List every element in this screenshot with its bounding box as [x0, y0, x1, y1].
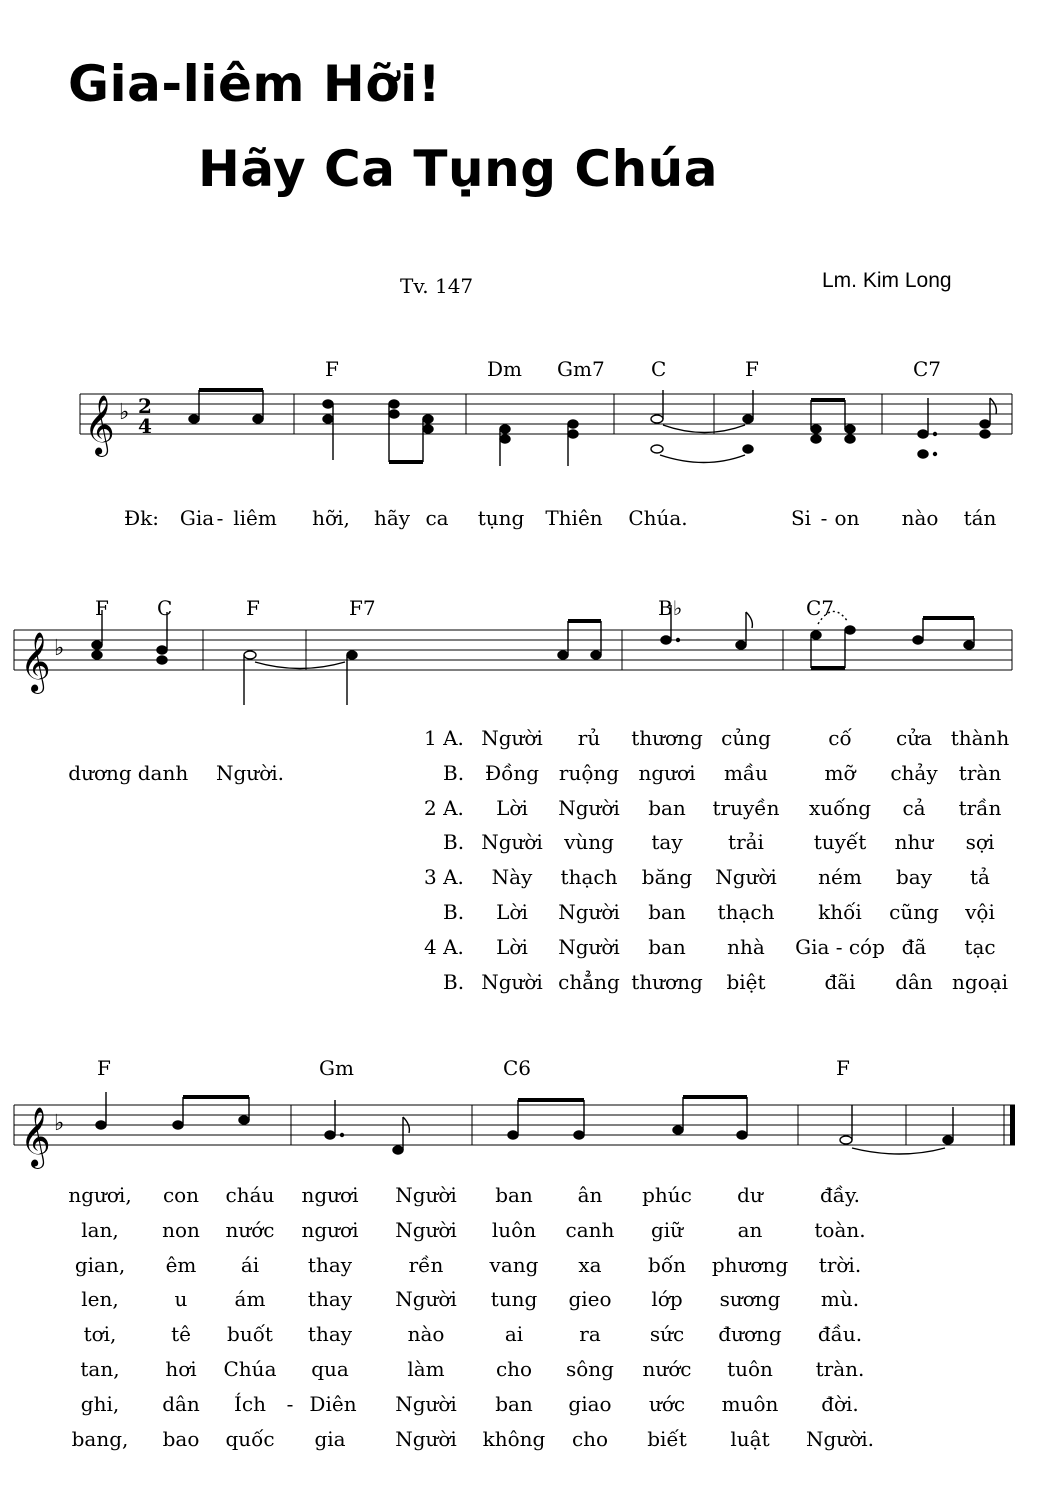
lyric-syllable: trần [958, 796, 1002, 820]
lyric-syllable: gieo [568, 1287, 612, 1311]
lyric-syllable: vội [965, 900, 995, 924]
lyric-syllable: buốt [227, 1322, 273, 1346]
lyric-syllable: cho [571, 1427, 609, 1451]
lyric-syllable: ban [495, 1392, 533, 1416]
lyric-syllable: ban [648, 935, 686, 959]
flat-key-signature: ♭ [54, 1111, 65, 1136]
chord-label: C [651, 357, 667, 381]
lyric-syllable: dương [68, 761, 132, 785]
lyric-syllable: trời. [818, 1253, 862, 1277]
verse-label: B. [443, 830, 465, 854]
lyric-syllable: chẳng [558, 970, 620, 994]
lyric-syllable: củng [721, 726, 771, 750]
lyric-syllable: đương [718, 1322, 782, 1346]
lyric-syllable: Người [395, 1392, 457, 1416]
lyric-syllable: Người [481, 726, 543, 750]
chord-label: F [836, 1056, 850, 1080]
staff-system-2 [0, 610, 1037, 720]
lyric-syllable: an [737, 1218, 763, 1242]
lyric-syllable: Ích [234, 1392, 266, 1416]
lyric-syllable: ghi, [80, 1392, 120, 1416]
song-title-line2: Hãy Ca Tụng Chúa [198, 140, 719, 198]
lyric-syllable: Thiên [545, 506, 603, 530]
lyric-syllable: không [482, 1427, 546, 1451]
treble-clef: 𝄞 [20, 632, 51, 692]
lyric-syllable: sông [566, 1357, 614, 1381]
lyric-syllable: vang [489, 1253, 539, 1277]
lyric-syllable: bang, [71, 1427, 129, 1451]
lyric-syllable: tụng [477, 506, 525, 530]
lyric-syllable: Người [715, 865, 777, 889]
lyric-syllable: cho [495, 1357, 533, 1381]
lyric-syllable: vùng [564, 830, 614, 854]
lyric-syllable: danh [137, 761, 189, 785]
lyric-syllable: biết [647, 1427, 687, 1451]
song-title-line1: Gia-liêm Hỡi! [68, 55, 442, 113]
lyric-syllable: cửa [895, 726, 933, 750]
lyric-syllable: canh [565, 1218, 615, 1242]
lyric-syllable: phương [711, 1253, 789, 1277]
lyric-syllable: qua [311, 1357, 349, 1381]
verse-label: 2 A. [424, 796, 464, 820]
lyric-syllable: phúc [642, 1183, 692, 1207]
lyric-syllable: khối [818, 900, 862, 924]
lyric-syllable: gia [314, 1427, 346, 1451]
lyric-syllable: tuyết [813, 830, 867, 854]
chord-label: F [325, 357, 339, 381]
lyric-syllable: liêm [233, 506, 277, 530]
notes-system-1 [189, 390, 996, 466]
chord-label: Gm7 [557, 357, 605, 381]
lyric-syllable: dân [895, 970, 933, 994]
lyric-syllable: - [216, 506, 224, 530]
lyric-syllable: cũng [889, 900, 939, 924]
lyric-syllable: thương [631, 970, 703, 994]
lyric-syllable: on [834, 506, 860, 530]
lyric-syllable: dư [737, 1183, 763, 1207]
lyric-syllable: Người. [216, 761, 284, 785]
staff-system-3 [0, 1075, 1037, 1185]
lyric-syllable: Người [395, 1287, 457, 1311]
lyric-syllable: Người [395, 1218, 457, 1242]
lyric-syllable: ân [577, 1183, 603, 1207]
lyric-syllable: Này [491, 865, 533, 889]
lyric-syllable: sức [649, 1322, 685, 1346]
lyric-syllable: ngươi [638, 761, 696, 785]
lyric-syllable: thạch [560, 865, 618, 889]
lyric-syllable: tơi, [83, 1322, 117, 1346]
lyric-syllable: con [162, 1183, 200, 1207]
lyric-syllable: tung [490, 1287, 538, 1311]
lyric-syllable: đầu. [817, 1322, 863, 1346]
lyric-syllable: chảy [890, 761, 938, 785]
lyric-syllable: hơi [165, 1357, 197, 1381]
verse-label: 1 A. [424, 726, 464, 750]
lyric-syllable: ca [425, 506, 449, 530]
lyric-syllable: bốn [648, 1253, 686, 1277]
chord-label: C7 [806, 596, 835, 620]
lyric-syllable: ruộng [558, 761, 620, 785]
lyric-syllable: Gia - cóp [795, 935, 885, 959]
lyric-syllable: dân [162, 1392, 200, 1416]
lyric-syllable: lớp [651, 1287, 683, 1311]
verse-label: 4 A. [424, 935, 464, 959]
verse-label: B. [443, 761, 465, 785]
lyric-syllable: non [162, 1218, 200, 1242]
flat-key-signature: ♭ [119, 400, 130, 425]
chord-label: B♭ [658, 596, 683, 620]
lyric-syllable: Đồng [484, 761, 540, 785]
lyric-syllable: nước [642, 1357, 692, 1381]
chord-label: F [745, 357, 759, 381]
lyric-syllable: ai [504, 1322, 524, 1346]
lyric-syllable: toàn. [814, 1218, 866, 1242]
lyric-syllable: đời. [821, 1392, 859, 1416]
lyric-syllable: ném [818, 865, 862, 889]
lyric-syllable: bay [895, 865, 933, 889]
lyric-syllable: thay [307, 1287, 353, 1311]
lyric-syllable: truyền [712, 796, 780, 820]
lyric-syllable: len, [81, 1287, 119, 1311]
lyric-syllable: Lời [496, 935, 528, 959]
lyric-syllable: ngươi, [68, 1183, 132, 1207]
lyric-syllable: tan, [80, 1357, 120, 1381]
lyric-syllable: Người [558, 935, 620, 959]
lyric-syllable: tán [963, 506, 997, 530]
chord-label: C6 [503, 1056, 532, 1080]
lyric-syllable: Người [481, 970, 543, 994]
lyric-syllable: nào [407, 1322, 445, 1346]
lyric-syllable: rền [408, 1253, 444, 1277]
lyric-syllable: muôn [721, 1392, 779, 1416]
lyric-syllable: tràn. [815, 1357, 865, 1381]
chord-label: C7 [913, 357, 942, 381]
lyric-syllable: u [174, 1287, 188, 1311]
composer: Lm. Kim Long [822, 269, 952, 292]
chord-label: F [95, 596, 109, 620]
lyric-syllable: gian, [74, 1253, 126, 1277]
lyric-syllable: rủ [577, 726, 601, 750]
lyric-syllable: hỡi, [312, 506, 350, 530]
lyric-syllable: Chúa. [628, 506, 688, 530]
lyric-syllable: tạc [964, 935, 996, 959]
lyric-syllable: nước [225, 1218, 275, 1242]
lyric-syllable: xuống [808, 796, 872, 820]
lyric-syllable: hãy [373, 506, 411, 530]
lyric-syllable: tràn [958, 761, 1002, 785]
lyric-syllable: Chúa [223, 1357, 277, 1381]
lyric-syllable: ban [648, 900, 686, 924]
lyric-syllable: Si [790, 506, 812, 530]
lyric-syllable: đầy. [819, 1183, 861, 1207]
time-signature-top: 2 [138, 394, 152, 418]
lyric-syllable: nhà [727, 935, 765, 959]
lyric-syllable: ngươi [301, 1183, 359, 1207]
notes-system-2 [92, 605, 974, 705]
lyric-syllable: làm [407, 1357, 445, 1381]
chord-label: F [97, 1056, 111, 1080]
lyric-syllable: tê [171, 1322, 191, 1346]
chord-label: Gm [319, 1056, 354, 1080]
lyric-syllable: thay [307, 1253, 353, 1277]
lyric-syllable: ngoại [951, 970, 1009, 994]
lyric-syllable: Người [558, 900, 620, 924]
treble-clef: 𝄞 [20, 1107, 51, 1167]
lyric-syllable: ước [648, 1392, 686, 1416]
lyric-syllable: êm [165, 1253, 197, 1277]
lyric-syllable: thành [950, 726, 1010, 750]
lyric-syllable: luôn [491, 1218, 537, 1242]
lyric-syllable: sương [719, 1287, 781, 1311]
chord-label: Dm [487, 357, 522, 381]
time-signature-bottom: 4 [138, 414, 152, 438]
treble-clef: 𝄞 [84, 395, 115, 455]
lyric-syllable: tả [970, 865, 990, 889]
lyric-syllable: biệt [726, 970, 766, 994]
chord-label: C [157, 596, 173, 620]
lyric-syllable: ban [648, 796, 686, 820]
lyric-syllable: Người. [806, 1427, 874, 1451]
lyric-syllable: - [286, 1392, 294, 1416]
lyric-syllable: mù. [820, 1287, 860, 1311]
lyric-syllable: ái [240, 1253, 260, 1277]
lyric-syllable: Người [558, 796, 620, 820]
lyric-syllable: giao [568, 1392, 612, 1416]
lyric-syllable: ban [495, 1183, 533, 1207]
lyric-syllable: bao [162, 1427, 200, 1451]
flat-key-signature: ♭ [54, 636, 65, 661]
chord-label: F [246, 596, 260, 620]
lyric-syllable: cháu [225, 1183, 275, 1207]
lyric-syllable: ra [579, 1322, 601, 1346]
lyric-syllable: như [894, 830, 934, 854]
lyric-syllable: tuôn [727, 1357, 773, 1381]
lyric-syllable: băng [641, 865, 693, 889]
lyric-syllable: luật [730, 1427, 770, 1451]
lyric-syllable: đãi [824, 970, 856, 994]
lyric-syllable: mỡ [824, 761, 856, 785]
refrain-label: Đk: [124, 506, 159, 530]
verse-label: B. [443, 970, 465, 994]
lyric-syllable: mầu [723, 761, 769, 785]
lyric-syllable: sợi [965, 830, 995, 854]
lyric-syllable: giữ [650, 1218, 684, 1242]
lyric-syllable: Lời [496, 796, 528, 820]
lyric-syllable: tay [651, 830, 683, 854]
lyric-syllable: thay [307, 1322, 353, 1346]
lyric-syllable: Lời [496, 900, 528, 924]
lyric-syllable: ám [234, 1287, 266, 1311]
lyric-syllable: lan, [81, 1218, 119, 1242]
lyric-syllable: quốc [225, 1427, 275, 1451]
lyric-syllable: Diên [309, 1392, 357, 1416]
lyric-syllable: xa [578, 1253, 602, 1277]
lyric-syllable: trải [728, 830, 764, 854]
lyric-syllable: thương [631, 726, 703, 750]
lyric-syllable: Người [395, 1183, 457, 1207]
lyric-syllable: cả [902, 796, 926, 820]
verse-label: 3 A. [424, 865, 464, 889]
lyric-syllable: nào [901, 506, 939, 530]
verse-label: B. [443, 900, 465, 924]
lyric-syllable: Người [481, 830, 543, 854]
lyric-syllable: ngươi [301, 1218, 359, 1242]
lyric-syllable: Gia [179, 506, 215, 530]
chord-label: F7 [349, 596, 376, 620]
lyric-syllable: đã [901, 935, 927, 959]
lyric-syllable: thạch [717, 900, 775, 924]
psalm-reference: Tv. 147 [400, 274, 474, 298]
lyric-syllable: Người [395, 1427, 457, 1451]
lyric-syllable: cố [828, 726, 852, 750]
lyric-syllable: - [820, 506, 828, 530]
